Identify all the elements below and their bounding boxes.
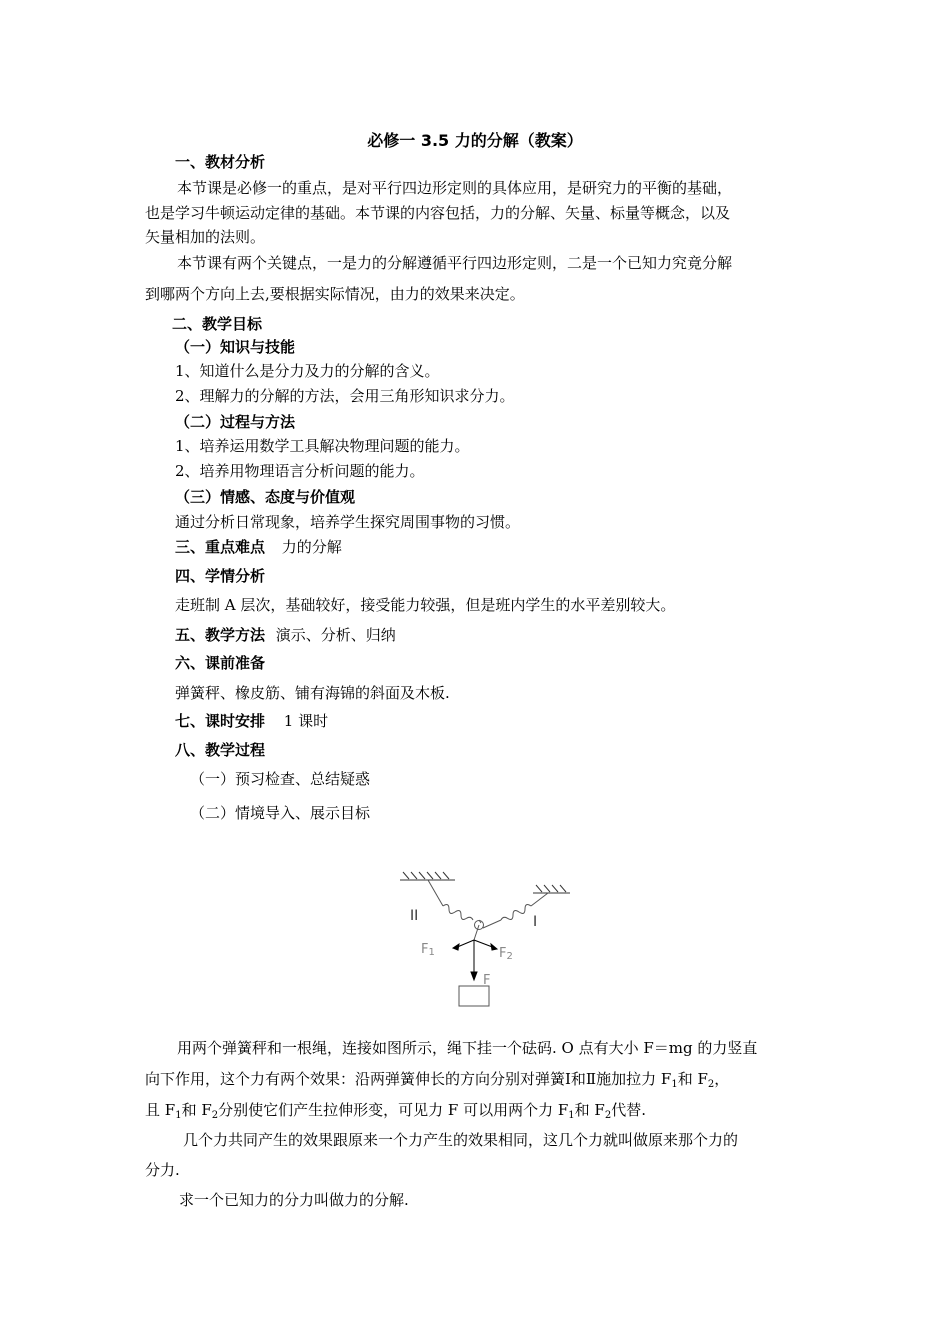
process-step: （二）情境导入、展示目标 [190,804,371,822]
section-8-heading: 八、教学过程 [175,741,266,759]
list-item: 通过分析日常现象，培养学生探究周围事物的习惯。 [175,513,521,531]
section-6-text: 弹簧秤、橡皮筋、铺有海锦的斜面及木板. [175,684,450,702]
section-7-heading: 七、课时安排 [175,712,266,730]
subsection-heading: （一）知识与技能 [175,338,296,356]
section-3 [175,537,342,557]
list-item: 1、培养运用数学工具解决物理问题的能力。 [175,437,470,455]
left-string [428,880,443,906]
force-f1-arrowhead [453,944,459,950]
body-line: 且 $F_1$和 $F_2$分别使它们产生拉伸形变，可见力 F 可以用两个力 $F_1$和 $F_2$代替. [145,1101,646,1121]
spring-ii [443,905,473,920]
section-6-heading: 六、课前准备 [175,654,266,672]
label-f1: F1 [421,942,435,958]
spring-i [501,905,531,920]
list-item: 2、理解力的分解的方法，会用三角形知识求分力。 [175,387,515,405]
paragraph-line: 矢量相加的法则。 [145,228,266,246]
right-link [483,920,501,928]
list-item: 1、知道什么是分力及力的分解的含义。 [175,362,440,380]
section-5-text: 演示、分析、归纳 [275,626,396,644]
section-3-heading: 三、重点难点 [175,538,266,556]
list-item: 2、培养用物理语言分析问题的能力。 [175,462,425,480]
section-7 [175,711,328,731]
force-f2-arrowhead [491,944,497,950]
label-f2: F2 [499,946,513,962]
spring-force-diagram [395,868,575,1010]
section-4-heading: 四、学情分析 [175,567,266,585]
weight-block [459,986,489,1006]
body-line: 求一个已知力的分力叫做力的分解. [179,1191,409,1209]
paragraph-line: 也是学习牛顿运动定律的基础。本节课的内容包括，力的分解、矢量、标量等概念，以及 [145,204,731,222]
right-string [531,893,548,906]
force-f-arrowhead [471,972,477,980]
paragraph-line: 本节课有两个关键点，一是力的分解遵循平行四边形定则，二是一个已知力究竟分解 [177,254,733,272]
left-ceiling-hatch [400,872,455,880]
subsection-heading: （三）情感、态度与价值观 [175,488,356,506]
section-4-text: 走班制 A 层次，基础较好，接受能力较强，但是班内学生的水平差别较大。 [175,596,676,614]
section-5-heading: 五、教学方法 [175,626,266,644]
section-2-heading: 二、教学目标 [172,315,263,333]
paragraph-line: 到哪两个方向上去,要根据实际情况，由力的效果来决定。 [145,285,525,303]
subsection-heading: （二）过程与方法 [175,413,296,431]
paragraph-line: 本节课是必修一的重点，是对平行四边形定则的具体应用，是研究力的平衡的基础， [177,179,733,197]
label-ii: II [410,908,419,924]
body-line: 向下作用，这个力有两个效果：沿两弹簧伸长的方向分别对弹簧Ⅰ和Ⅱ施加拉力 $F_1$和 $F_2$， [145,1070,730,1090]
body-line: 几个力共同产生的效果跟原来一个力产生的效果相同，这几个力就叫做原来那个力的 [183,1131,739,1149]
process-step: （一）预习检查、总结疑惑 [190,770,371,788]
body-line: 分力. [145,1161,180,1179]
section-1-heading: 一、教材分析 [175,153,266,171]
section-7-text: 1 课时 [283,712,329,730]
page-title: 必修一 3.5 力的分解（教案） [367,131,583,150]
label-i: I [533,914,538,930]
body-line: 用两个弹簧秤和一根绳，连接如图所示，绳下挂一个砝码. O 点有大小 F＝mg 的力竖直 [177,1039,758,1057]
label-f: F [483,973,491,988]
right-ceiling-hatch [533,885,570,893]
section-5 [175,625,396,645]
section-3-text: 力的分解 [281,538,342,556]
